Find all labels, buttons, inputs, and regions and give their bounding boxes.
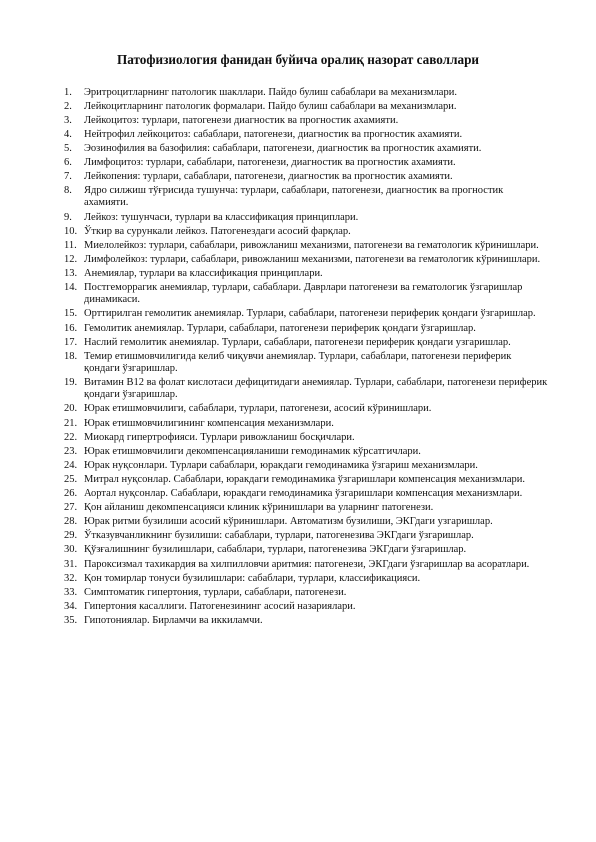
question-text: Гипертония касаллиги. Патогенезининг асосий назариялари. [84,600,356,612]
question-text: Лейкоз: тушунчаси, турлари ва классификация принциплари. [84,211,359,223]
question-item [64,268,548,280]
question-item [64,474,548,486]
question-number: 14. [64,282,78,294]
question-text: Симптоматик гипертония, турлари, сабаблари, патогенези. [84,586,347,598]
question-number: 24. [64,459,78,471]
question-text: Митрал нуқсонлар. Сабаблари, юракдаги гемодинамика ўзгаришлари компенсация механизмлари. [84,473,525,485]
question-item [64,488,548,500]
question-item [64,87,548,99]
question-text: Ўтказувчанликнинг бузилиши: сабаблари, турлари, патогенезива ЭКГдаги ўзгаришлар. [84,530,474,542]
question-text: Лейкоцитоз: турлари, патогенези диагностик ва прогностик ахамияти. [84,114,399,126]
question-text: Қўзғалишнинг бузилишлари, сабаблари, турлари, патогенезива ЭКГдаги ўзгаришлар. [84,544,467,556]
question-item [64,432,548,444]
question-item [64,573,548,585]
question-item [64,446,548,458]
question-number: 16. [64,322,78,334]
question-number: 6. [64,156,72,168]
question-number: 5. [64,142,72,154]
question-text: Лейкоцитларнинг патологик формалари. Пайдо булиш сабаблари ва механизмлари. [84,100,457,112]
question-item [64,308,548,320]
question-text: Лейкопения: турлари, сабаблари, патогенези, диагностик ва прогностик ахамияти. [84,171,453,183]
question-text: Пароксизмал тахикардия ва хилпилловчи аритмия: патогенези, ЭКГдаги ўзгаришлар ва асоратлари. [84,558,530,570]
question-number: 9. [64,211,72,223]
question-number: 7. [64,171,72,183]
question-text: Ядро силжиш тўғрисида тушунча: турлари, сабаблари, патогенези, диагностик ва прогностик ахамияти. [84,185,504,209]
question-text: Ўткир ва сурункали лейкоз. Патогенездаги асосий фарқлар. [84,225,351,237]
question-number: 27. [64,502,78,514]
question-item [64,337,548,349]
question-number: 30. [64,544,78,556]
question-number: 12. [64,253,78,265]
question-item [64,615,548,627]
question-text: Гипотониялар. Бирламчи ва иккиламчи. [84,614,263,626]
question-item [64,323,548,335]
question-item [64,460,548,472]
question-text: Аортал нуқсонлар. Сабаблари, юракдаги гемодинамика ўзгаришлари компенсация механизмлари. [84,488,523,500]
question-number: 22. [64,431,78,443]
question-number: 1. [64,86,72,98]
question-number: 35. [64,614,78,626]
question-text: Юрак етишмовчилигининг компенсация механизмлари. [84,417,334,429]
question-number: 13. [64,267,78,279]
question-item [64,101,548,113]
question-text: Лимфоцитоз: турлари, сабаблари, патогенези, диагностик ва прогностик ахамияти. [84,156,456,168]
question-number: 8. [64,185,72,197]
question-text: Нейтрофил лейкоцитоз: сабаблари, патогенези, диагностик ва прогностик ахамияти. [84,128,463,140]
question-number: 18. [64,350,78,362]
question-item [64,282,548,307]
question-number: 23. [64,445,78,457]
question-number: 29. [64,530,78,542]
question-text: Юрак ритми бузилиши асосий кўринишлари. Автоматизм бузилиши, ЭКГдаги узгаришлар. [84,516,493,528]
question-text: Қон томирлар тонуси бузилишлари: сабаблари, турлари, классификацияси. [84,572,421,584]
question-item [64,129,548,141]
question-text: Миокард гипертрофияси. Турлари ривожланиш босқичлари. [84,431,355,443]
page-title: Патофизиология фанидан буйича оралиқ назорат саволлари [116,52,480,67]
question-number: 25. [64,473,78,485]
question-text: Наслий гемолитик анемиялар. Турлари, сабаблари, патогенези периферик қондаги узгаришлар. [84,336,511,348]
question-number: 20. [64,403,78,415]
question-text: Витамин В12 ва фолат кислотаси дефицитидаги анемиялар. Турлари, сабаблари, патогенези периферик қондаги ўзгаришлар. [84,377,548,401]
question-text: Лимфолейкоз: турлари, сабаблари, ривожланиш механизми, патогенези ва гематологик кўринишлари. [84,253,541,265]
question-text: Анемиялар, турлари ва классификация принциплари. [84,267,323,279]
question-item [64,530,548,542]
question-text: Темир етишмовчилигида келиб чиқувчи анемиялар. Турлари, сабаблари, патогенези периферик қондаги ўзгаришлар. [84,350,512,374]
question-item [64,212,548,224]
question-item [64,226,548,238]
question-text: Юрак нуқсонлари. Турлари сабаблари, юракдаги гемодинамика ўзгариш механизмлари. [84,459,478,471]
question-item [64,185,548,210]
question-item [64,587,548,599]
question-number: 3. [64,114,72,126]
question-number: 33. [64,586,78,598]
question-list [64,87,548,629]
question-item [64,240,548,252]
question-item [64,115,548,127]
question-number: 31. [64,558,78,570]
question-text: Миелолейкоз: турлари, сабаблари, ривожланиш механизми, патогенези ва гематологик кўринишлари. [84,239,539,251]
question-item [64,143,548,155]
question-item [64,403,548,415]
question-number: 17. [64,336,78,348]
question-item [64,601,548,613]
question-number: 19. [64,377,78,389]
question-item [64,516,548,528]
question-item [64,171,548,183]
question-item [64,559,548,571]
question-number: 10. [64,225,78,237]
question-number: 11. [64,239,77,251]
question-text: Эритроцитларнинг патологик шакллари. Пайдо булиш сабаблари ва механизмлари. [84,86,457,98]
question-number: 28. [64,516,78,528]
question-item [64,502,548,514]
question-item [64,254,548,266]
question-text: Қон айланиш декомпенсацияси клиник кўринишлари ва уларнинг патогенези. [84,502,434,514]
question-text: Эозинофилия ва базофилия: сабаблари, патогенези, диагностик ва прогностик ахамияти. [84,142,482,154]
question-text: Постгеморрагик анемиялар, турлари, сабаблари. Даврлари патогенези ва гематологик ўзгаришлар динамикаси. [84,282,523,306]
question-number: 34. [64,600,78,612]
question-item [64,351,548,376]
question-number: 2. [64,100,72,112]
question-item [64,418,548,430]
question-text: Орттирилган гемолитик анемиялар. Турлари, сабаблари, патогенези периферик қондаги ўзгаришлар. [84,308,536,320]
question-number: 4. [64,128,72,140]
question-number: 32. [64,572,78,584]
question-item [64,157,548,169]
question-number: 21. [64,417,78,429]
question-item [64,544,548,556]
question-number: 26. [64,488,78,500]
question-text: Юрак етишмовчилиги, сабаблари, турлари, патогенези, асосий кўринишлари. [84,403,432,415]
question-text: Гемолитик анемиялар. Турлари, сабаблари, патогенези периферик қондаги ўзгаришлар. [84,322,476,334]
question-item [64,377,548,402]
question-text: Юрак етишмовчилиги декомпенсацияланиши гемодинамик кўрсатгичлари. [84,445,421,457]
question-number: 15. [64,308,78,320]
